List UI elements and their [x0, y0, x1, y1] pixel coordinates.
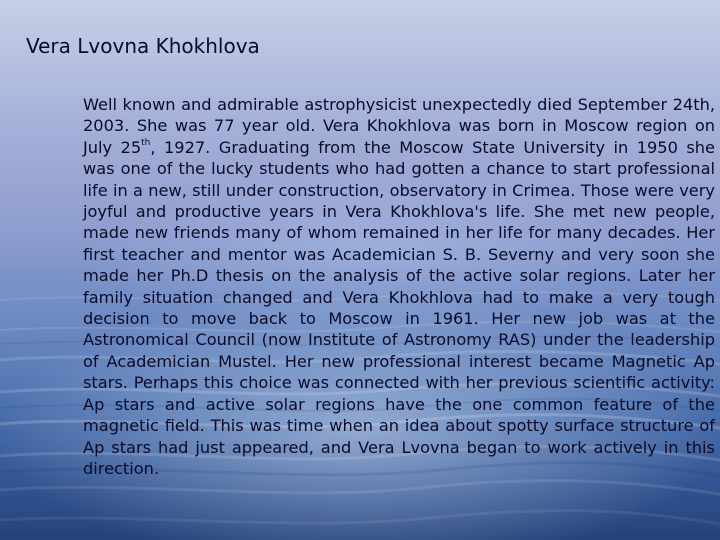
body-text-part-2: , 1927. Graduating from the Moscow State University in 1950 she was one of the lucky students who had gotten a chance to start professional life in a new, still under construction, observatory in Crimea. Those were very joyful and productive years in Vera Khokhlova's life. She met new people, made new friends many of whom remained in her life for many decades. Her first teacher and mentor was Academician S. B. Severny and very soon she made her Ph.D thesis on the analysis of the active solar regions. Later her family situation changed and Vera Khokhlova had to make a very tough decision to move back to Moscow in 1961. Her new job was at the Astronomical Council (now Institute of Astronomy RAS) under the leadership of Academician Mustel. Her new professional interest became Magnetic Ap stars. Perhaps this choice was connected with her previous scientific activity: Ap stars and active solar regions have the one common feature of the magnetic field. This was time when an idea about spotty surface structure of Ap stars had just appeared, and Vera Lvovna began to work actively in this direction. [83, 137, 715, 478]
slide-title: Vera Lvovna Khokhlova [26, 34, 260, 58]
slide-body-text [83, 94, 715, 479]
body-text-part-1: Well known and admirable astrophysicist unexpectedly died September 24th, 2003. She was 77 year old. Vera Khokhlova was born in Moscow region on July 25 [83, 95, 715, 157]
ordinal-superscript: th [141, 138, 151, 149]
